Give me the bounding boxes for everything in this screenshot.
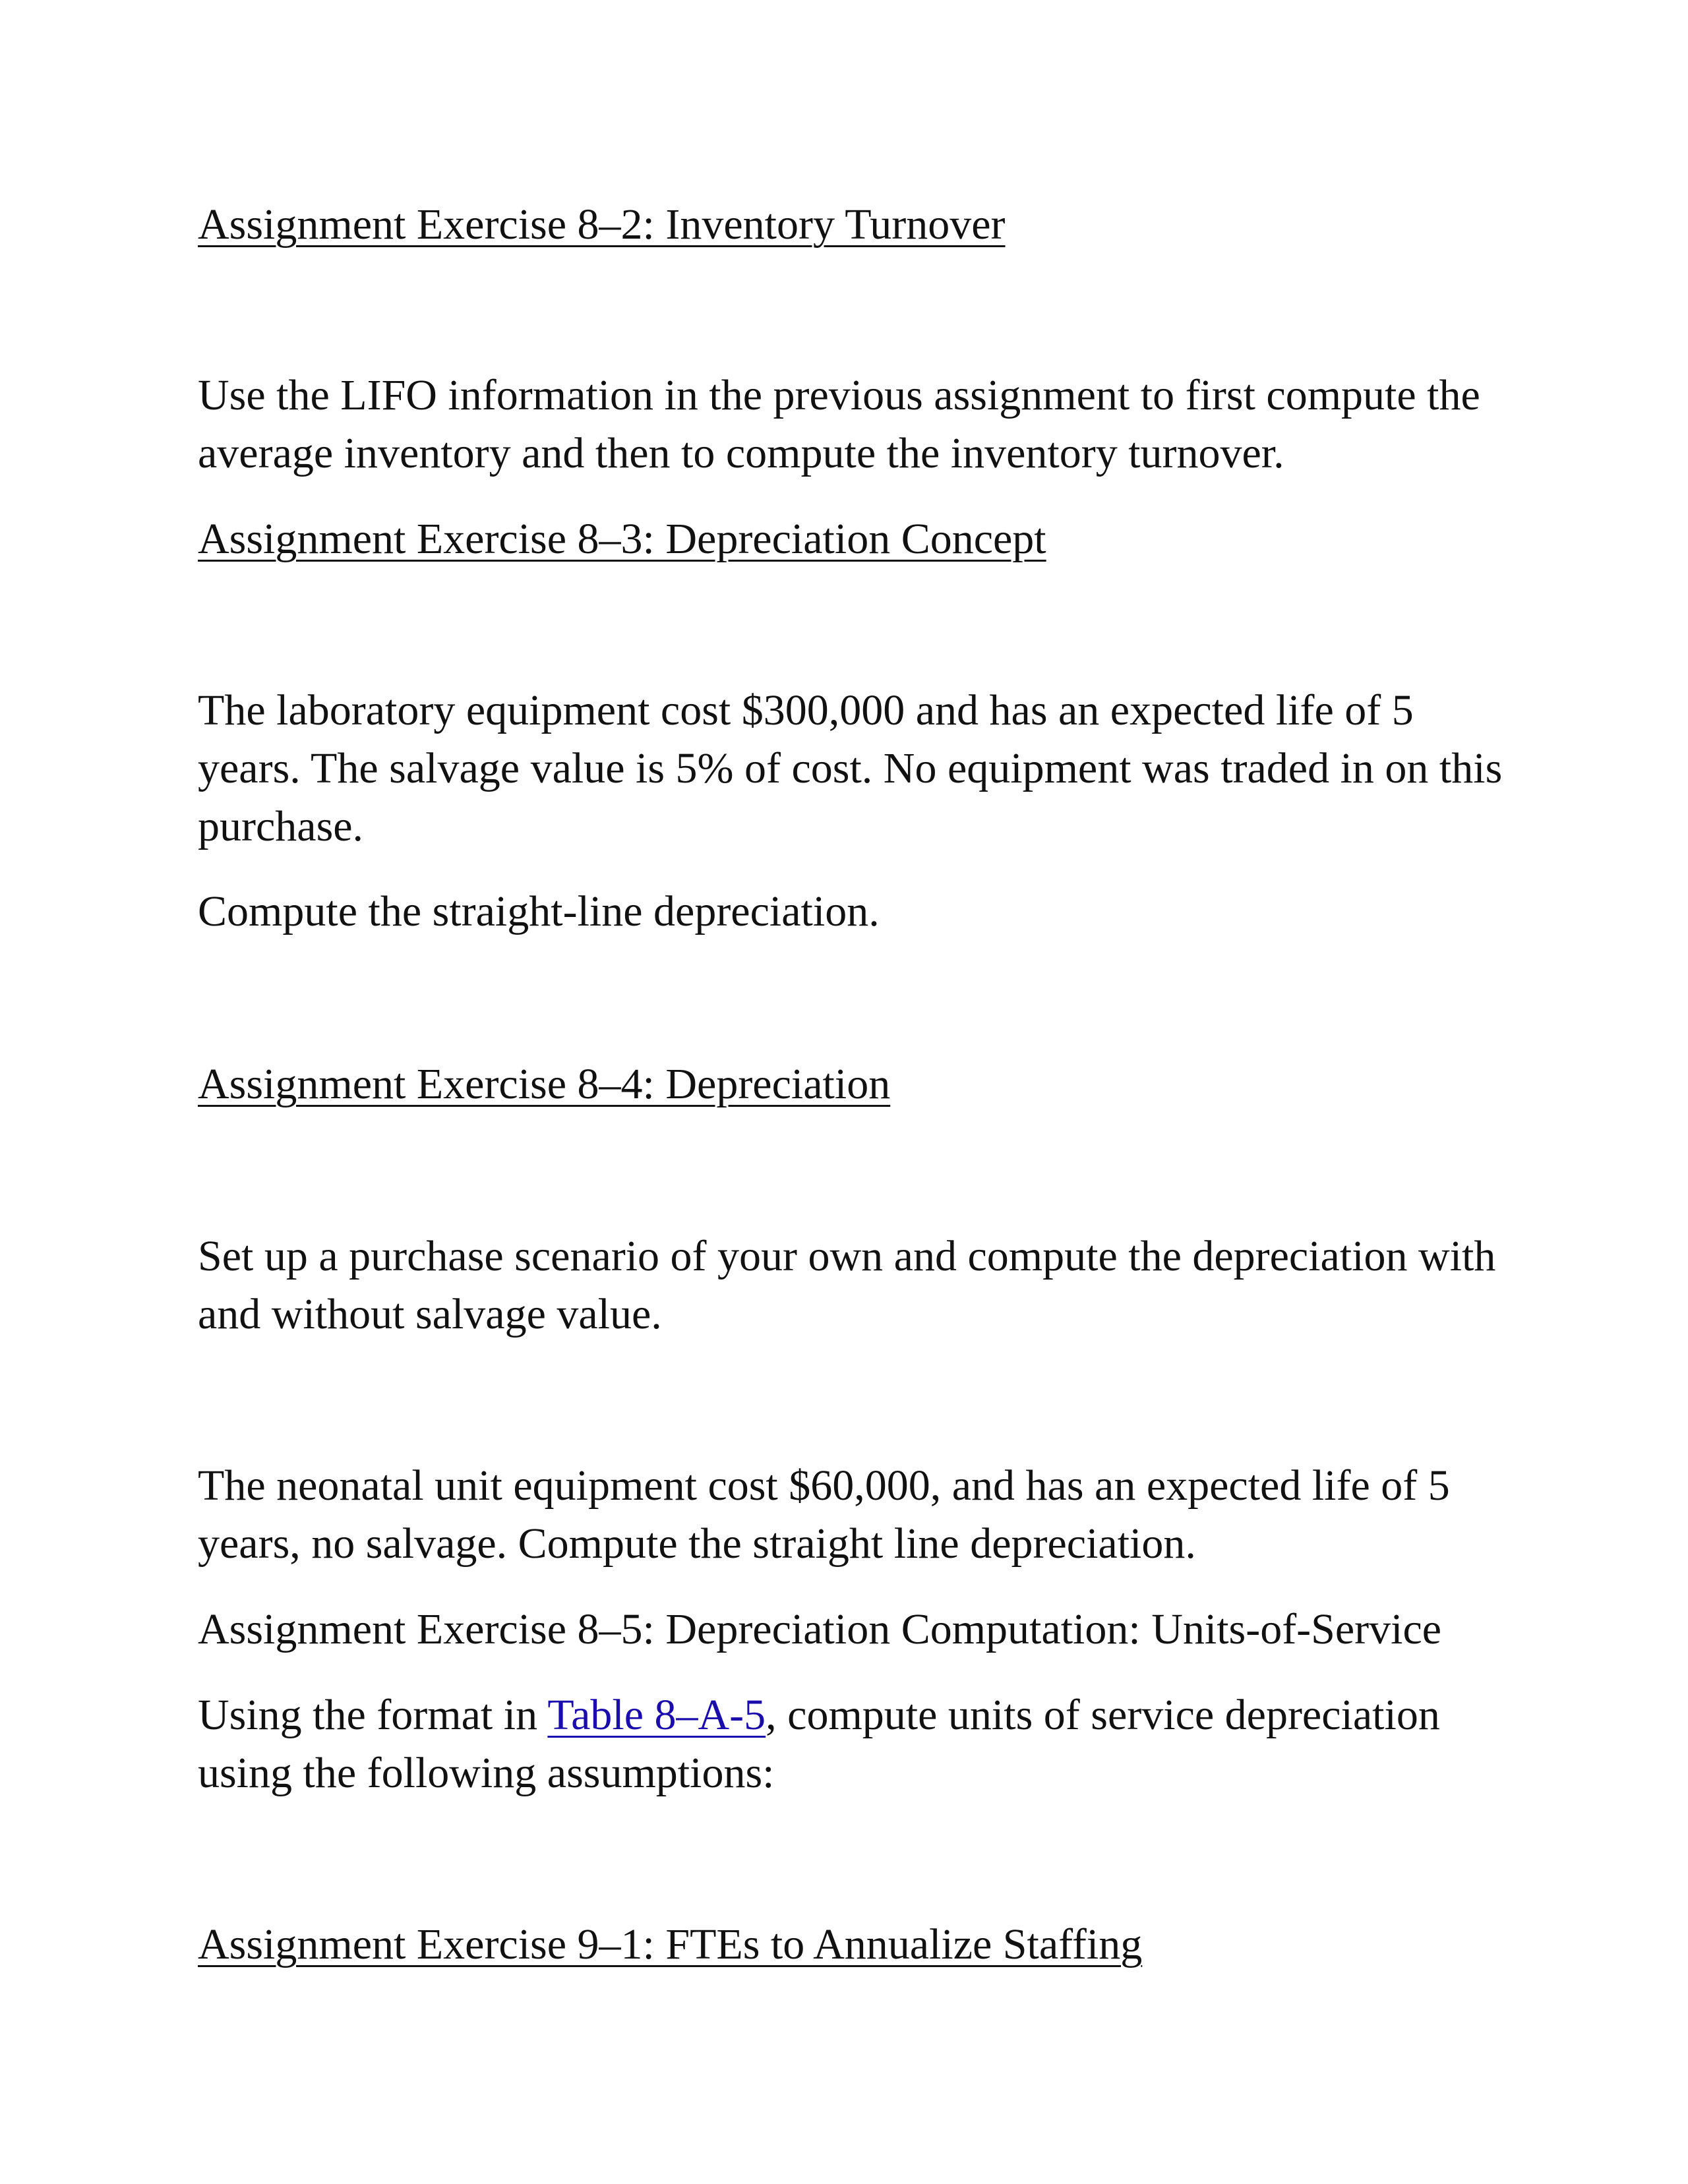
paragraph-exercise-8-3-problem: The laboratory equipment cost $300,000 and has an expected life of 5 years. The salvage value is 5% of cost. No equipment was traded in on this purchase. (198, 686, 1503, 850)
table-8-a-5-link[interactable]: Table 8–A-5 (547, 1691, 766, 1739)
paragraph-exercise-8-5 (198, 1686, 1503, 1802)
paragraph-exercise-8-4-neonatal: The neonatal unit equipment cost $60,000, and has an expected life of 5 years, no salvage. Compute the straight line depreciation. (198, 1461, 1450, 1568)
paragraph-exercise-8-3-instruction: Compute the straight-line depreciation. (198, 887, 880, 935)
paragraph-exercise-8-2: Use the LIFO information in the previous assignment to first compute the average inventory and then to compute the inventory turnover. (198, 371, 1480, 477)
heading-exercise-8-3: Assignment Exercise 8–3: Depreciation Concept (198, 515, 1046, 563)
heading-exercise-8-5: Assignment Exercise 8–5: Depreciation Computation: Units-of-Service (198, 1605, 1442, 1653)
heading-exercise-8-4: Assignment Exercise 8–4: Depreciation (198, 1060, 891, 1108)
paragraph-exercise-8-5-suffix: , compute units of service depreciation using the following assumptions: (198, 1691, 1440, 1797)
heading-exercise-8-2: Assignment Exercise 8–2: Inventory Turnover (198, 200, 1006, 249)
heading-exercise-9-1: Assignment Exercise 9–1: FTEs to Annualize Staffing (198, 1920, 1143, 1968)
paragraph-exercise-8-4-scenario: Set up a purchase scenario of your own and compute the depreciation with and without salvage value. (198, 1232, 1496, 1338)
paragraph-exercise-8-5-prefix: Using the format in (198, 1691, 548, 1739)
